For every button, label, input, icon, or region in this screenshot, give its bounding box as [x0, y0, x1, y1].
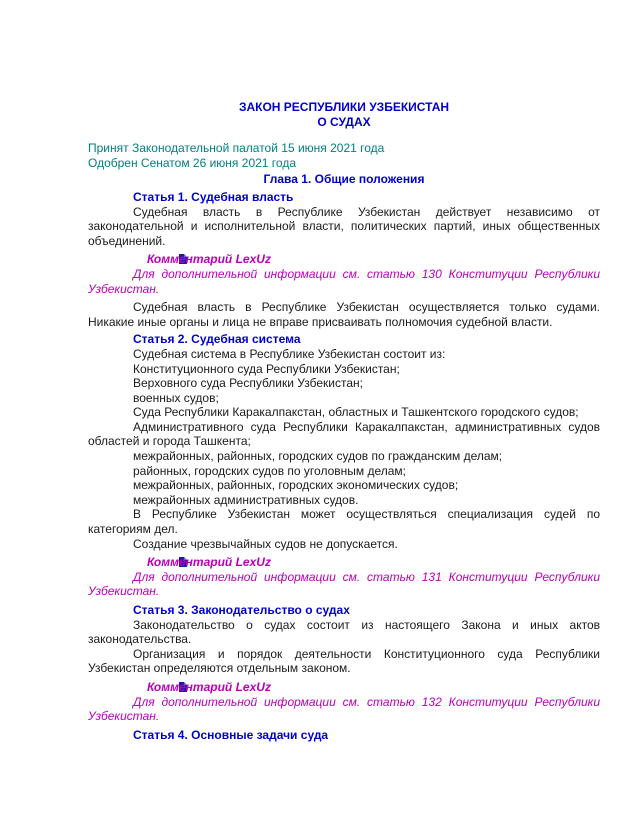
- article-3-heading: Статья 3. Законодательство о судах: [133, 603, 350, 617]
- court-system-item: Административного суда Республики Каракалпакстан, административных судов областей и города Ташкента;: [88, 419, 600, 449]
- adopted-line: Принят Законодательной палатой 15 июня 2021 года: [88, 141, 385, 156]
- lexuz-document-icon: [133, 556, 143, 566]
- court-system-item: межрайонных, районных, городских судов по гражданским делам;: [133, 449, 503, 464]
- court-system-item: военных судов;: [133, 390, 219, 405]
- constitution-reference-130-link[interactable]: Для дополнительной информации см. статью 130 Конституции Республики Узбекистан.: [88, 266, 600, 296]
- article-3-paragraph-2: Организация и порядок деятельности Конституционного суда Республики Узбекистан определяются отдельным законом.: [88, 646, 600, 676]
- law-title-line2: О СУДАХ: [317, 114, 371, 129]
- lexuz-document-icon: [133, 253, 143, 263]
- article-2-heading: Статья 2. Судебная система: [133, 332, 301, 347]
- approved-line: Одобрен Сенатом 26 июня 2021 года: [88, 155, 296, 170]
- article-1-paragraph-2: Судебная власть в Республике Узбекистан осуществляется только судами. Никакие иные органы и лица не вправе присваивать полномочия судебной власти.: [88, 300, 600, 329]
- article-4-heading: Статья 4. Основные задачи суда: [133, 727, 329, 742]
- article-2-paragraph-emergency: Создание чрезвычайных судов не допускается.: [133, 536, 398, 551]
- article-3-paragraph-1: Законодательство о судах состоит из настоящего Закона и иных актов законодательства.: [88, 617, 600, 647]
- court-system-item: межрайонных административных судов.: [133, 492, 359, 507]
- comment-line-3: [88, 680, 600, 695]
- article-2-paragraph-specialization: В Республике Узбекистан может осуществляться специализация судей по категориям дел.: [88, 507, 600, 537]
- comment-line-2: [88, 555, 600, 570]
- law-title-line1: ЗАКОН РЕСПУБЛИКИ УЗБЕКИСТАН: [238, 100, 450, 114]
- chapter-1-heading: Глава 1. Общие положения: [263, 172, 425, 187]
- court-system-item: Суда Республики Каракалпакстан, областных и Ташкентского городского судов;: [133, 405, 579, 420]
- court-system-item: Конституционного суда Республики Узбекистан;: [133, 361, 400, 376]
- lexuz-comment-link[interactable]: Комментарий LexUz: [147, 679, 271, 694]
- article-2-intro: Судебная система в Республике Узбекистан состоит из:: [133, 346, 446, 361]
- constitution-reference-132-link[interactable]: Для дополнительной информации см. статью 132 Конституции Республики Узбекистан.: [88, 694, 600, 724]
- lexuz-comment-link[interactable]: Комментарий LexUz: [147, 555, 271, 570]
- lexuz-comment-link[interactable]: Комментарий LexUz: [147, 252, 271, 267]
- comment-line-1: [88, 252, 600, 267]
- article-1-heading: Статья 1. Судебная власть: [133, 189, 294, 204]
- article-1-paragraph-1: Судебная власть в Республике Узбекистан действует независимо от законодательной и исполнительной власти, политических партий, иных общественных объединений.: [88, 204, 600, 248]
- court-system-item: районных, городских судов по уголовным делам;: [133, 463, 407, 478]
- lexuz-document-icon: [133, 681, 143, 691]
- court-system-item: межрайонных, районных, городских экономических судов;: [133, 478, 459, 493]
- court-system-item: Верховного суда Республики Узбекистан;: [133, 376, 363, 391]
- constitution-reference-131-link[interactable]: Для дополнительной информации см. статью 131 Конституции Республики Узбекистан.: [88, 569, 600, 599]
